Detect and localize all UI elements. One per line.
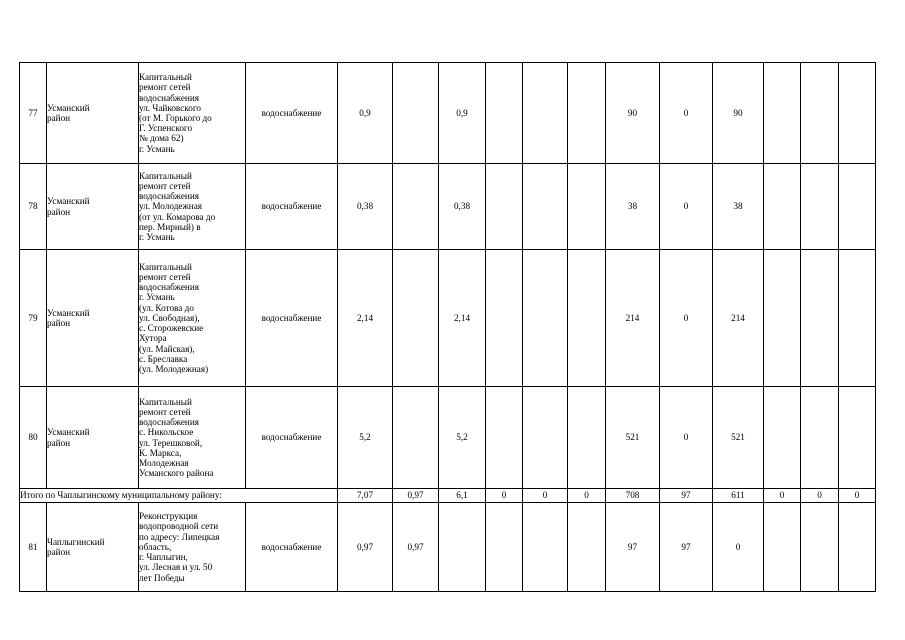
value-cell: 0,9 bbox=[338, 63, 393, 164]
description-cell bbox=[139, 503, 246, 592]
description-line: (ул. Майская), bbox=[139, 343, 195, 354]
value-cell bbox=[839, 503, 876, 592]
description-line: Г. Успенского bbox=[139, 123, 193, 134]
description-line: водоснабжения bbox=[139, 191, 199, 202]
total-value-cell: 0 bbox=[764, 489, 801, 503]
value-cell bbox=[486, 503, 523, 592]
value-cell: 0 bbox=[660, 63, 713, 164]
description-line: Капитальный bbox=[139, 396, 192, 407]
value-cell bbox=[486, 164, 523, 250]
value-cell bbox=[764, 164, 801, 250]
total-value-cell: 7,07 bbox=[338, 489, 393, 503]
description-line: Реконструкция bbox=[139, 511, 198, 522]
total-value-cell: 6,1 bbox=[439, 489, 486, 503]
value-cell: 214 bbox=[606, 250, 660, 387]
description-line: ул. Свободная), bbox=[139, 312, 200, 323]
description-line: по адресу: Липецкая bbox=[139, 531, 220, 542]
description-line: водоснабжения bbox=[139, 282, 199, 293]
value-cell bbox=[568, 63, 606, 164]
description-line: г. Усмань bbox=[139, 292, 175, 303]
value-cell bbox=[801, 164, 839, 250]
value-cell: 0 bbox=[660, 387, 713, 489]
description-line: г. Усмань bbox=[139, 232, 175, 242]
description-line: г. Чаплыгин, bbox=[139, 552, 188, 563]
value-cell bbox=[568, 503, 606, 592]
value-cell bbox=[801, 250, 839, 387]
district-cell bbox=[47, 387, 139, 489]
description-line: водопроводной сети bbox=[139, 521, 219, 532]
value-cell bbox=[393, 164, 439, 250]
description-line: ул. Чайковского bbox=[139, 102, 202, 113]
type-cell: водоснабжение bbox=[246, 63, 338, 164]
description-cell bbox=[139, 63, 246, 164]
district-cell bbox=[47, 164, 139, 250]
value-cell: 38 bbox=[713, 164, 764, 250]
total-value-cell: 708 bbox=[606, 489, 660, 503]
description-line: Усманского района bbox=[139, 468, 214, 479]
description-line: (от М. Горького до bbox=[139, 113, 212, 123]
district-line: Усманский bbox=[47, 307, 90, 318]
description-line: К. Маркса, bbox=[139, 447, 182, 458]
investment-table bbox=[19, 62, 876, 592]
total-value-cell: 0 bbox=[801, 489, 839, 503]
type-cell: водоснабжение bbox=[246, 250, 338, 387]
table-row bbox=[20, 63, 876, 164]
type-cell: водоснабжение bbox=[246, 503, 338, 592]
total-value-cell: 97 bbox=[660, 489, 713, 503]
description-cell bbox=[139, 250, 246, 387]
total-label-cell: Итого по Чаплыгинскому муниципальному району: bbox=[20, 489, 338, 503]
value-cell bbox=[764, 503, 801, 592]
value-cell: 97 bbox=[660, 503, 713, 592]
table-row bbox=[20, 503, 876, 592]
description-line: ремонт сетей bbox=[139, 180, 191, 191]
description-line: с. Бреславка bbox=[139, 353, 188, 364]
value-cell bbox=[523, 503, 568, 592]
value-cell bbox=[568, 164, 606, 250]
total-value-cell: 0,97 bbox=[393, 489, 439, 503]
type-cell: водоснабжение bbox=[246, 387, 338, 489]
value-cell: 2,14 bbox=[439, 250, 486, 387]
description-line: Капитальный bbox=[139, 72, 192, 83]
description-line: область, bbox=[139, 541, 172, 552]
value-cell bbox=[523, 63, 568, 164]
description-line: с. Никольское bbox=[139, 427, 194, 438]
value-cell bbox=[393, 63, 439, 164]
description-line: (от ул. Комарова до bbox=[139, 211, 216, 222]
value-cell bbox=[839, 387, 876, 489]
district-line: Усманский bbox=[47, 196, 90, 207]
type-cell: водоснабжение bbox=[246, 164, 338, 250]
value-cell: 97 bbox=[606, 503, 660, 592]
description-line: (ул. Молодежная) bbox=[139, 363, 209, 374]
value-cell: 214 bbox=[713, 250, 764, 387]
description-line: лет Победы bbox=[139, 572, 185, 583]
description-line: ул. Молодежная bbox=[139, 201, 203, 212]
value-cell bbox=[764, 63, 801, 164]
description-line: пер. Мирный) в bbox=[139, 221, 201, 232]
district-line: Усманский bbox=[47, 427, 90, 438]
value-cell: 5,2 bbox=[439, 387, 486, 489]
value-cell: 521 bbox=[713, 387, 764, 489]
description-line: Хутора bbox=[139, 333, 167, 344]
description-line: ул. Лесная и ул. 50 bbox=[139, 562, 213, 573]
district-line: Усманский bbox=[47, 102, 90, 113]
description-line: ул. Терешковой, bbox=[139, 437, 203, 448]
row-number-cell: 81 bbox=[20, 503, 47, 592]
description-line: Капитальный bbox=[139, 170, 192, 181]
value-cell: 0 bbox=[660, 250, 713, 387]
value-cell: 90 bbox=[713, 63, 764, 164]
description-line: ремонт сетей bbox=[139, 406, 191, 417]
district-line: район bbox=[47, 318, 71, 328]
value-cell bbox=[393, 250, 439, 387]
value-cell: 5,2 bbox=[338, 387, 393, 489]
district-line: район bbox=[47, 113, 71, 123]
value-cell bbox=[523, 164, 568, 250]
description-line: Капитальный bbox=[139, 261, 192, 272]
district-cell bbox=[47, 63, 139, 164]
value-cell bbox=[839, 164, 876, 250]
value-cell: 0 bbox=[660, 164, 713, 250]
value-cell bbox=[801, 63, 839, 164]
value-cell: 0 bbox=[713, 503, 764, 592]
value-cell bbox=[764, 250, 801, 387]
district-line: Чаплыгинский bbox=[47, 536, 105, 547]
value-cell bbox=[839, 63, 876, 164]
value-cell: 38 bbox=[606, 164, 660, 250]
value-cell bbox=[764, 387, 801, 489]
district-cell bbox=[47, 250, 139, 387]
value-cell bbox=[568, 250, 606, 387]
value-cell bbox=[439, 503, 486, 592]
value-cell bbox=[486, 250, 523, 387]
value-cell bbox=[839, 250, 876, 387]
description-line: ремонт сетей bbox=[139, 82, 191, 93]
value-cell: 521 bbox=[606, 387, 660, 489]
value-cell bbox=[801, 387, 839, 489]
value-cell: 0,97 bbox=[393, 503, 439, 592]
value-cell: 0,38 bbox=[439, 164, 486, 250]
description-cell bbox=[139, 164, 246, 250]
description-line: Молодежная bbox=[139, 457, 189, 468]
total-value-cell: 0 bbox=[839, 489, 876, 503]
district-line: район bbox=[47, 437, 71, 448]
description-line: водоснабжения bbox=[139, 92, 199, 103]
description-line: с. Сторожевские bbox=[139, 323, 204, 334]
description-line: (ул. Котова до bbox=[139, 302, 194, 313]
value-cell: 0,9 bbox=[439, 63, 486, 164]
value-cell bbox=[486, 63, 523, 164]
value-cell bbox=[486, 387, 523, 489]
value-cell bbox=[568, 387, 606, 489]
value-cell: 0,97 bbox=[338, 503, 393, 592]
value-cell bbox=[393, 387, 439, 489]
district-cell bbox=[47, 503, 139, 592]
total-value-cell: 611 bbox=[713, 489, 764, 503]
row-number-cell: 77 bbox=[20, 63, 47, 164]
total-value-cell: 0 bbox=[486, 489, 523, 503]
total-value-cell: 0 bbox=[568, 489, 606, 503]
description-line: г. Усмань bbox=[139, 143, 175, 154]
total-row bbox=[20, 489, 876, 503]
district-line: район bbox=[47, 206, 71, 217]
value-cell bbox=[801, 503, 839, 592]
description-cell bbox=[139, 387, 246, 489]
row-number-cell: 80 bbox=[20, 387, 47, 489]
description-line: № дома 62) bbox=[139, 133, 184, 144]
row-number-cell: 78 bbox=[20, 164, 47, 250]
value-cell: 0,38 bbox=[338, 164, 393, 250]
row-number-cell: 79 bbox=[20, 250, 47, 387]
value-cell: 2,14 bbox=[338, 250, 393, 387]
description-line: ремонт сетей bbox=[139, 272, 191, 283]
table-row bbox=[20, 164, 876, 250]
value-cell: 90 bbox=[606, 63, 660, 164]
table-row bbox=[20, 250, 876, 387]
description-line: водоснабжения bbox=[139, 417, 199, 428]
value-cell bbox=[523, 387, 568, 489]
district-line: район bbox=[47, 547, 71, 557]
value-cell bbox=[523, 250, 568, 387]
total-value-cell: 0 bbox=[523, 489, 568, 503]
table-row bbox=[20, 387, 876, 489]
